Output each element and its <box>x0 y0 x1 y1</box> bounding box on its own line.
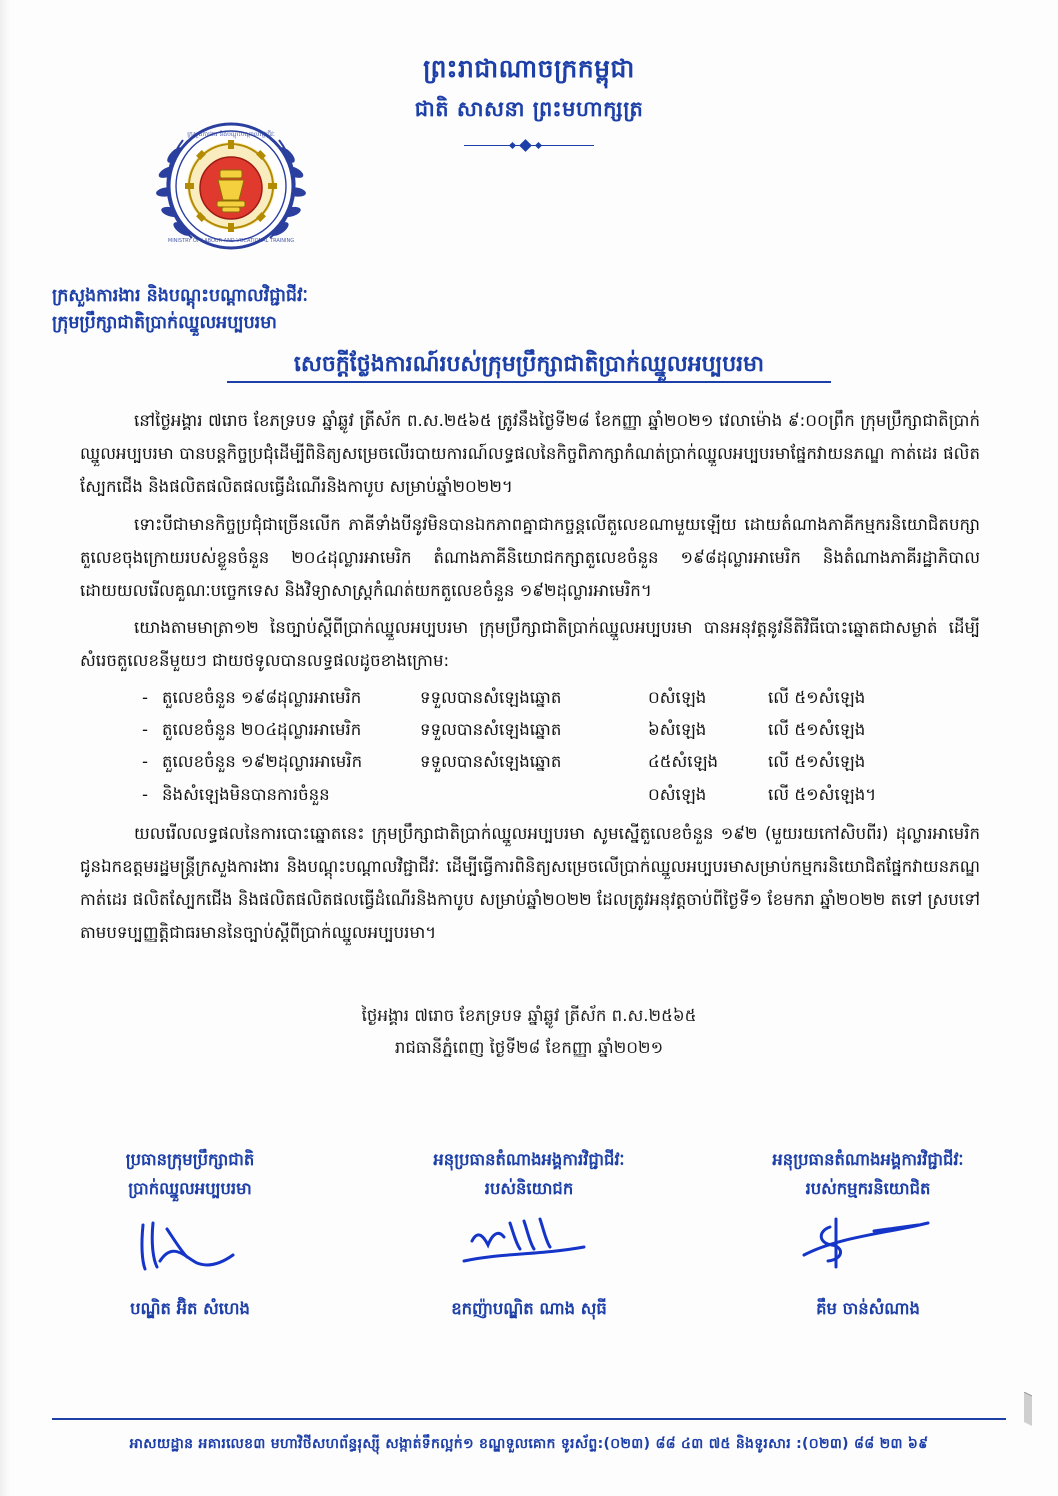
vote-total: លើ ៥១សំឡេង។ <box>768 784 877 804</box>
vote-label: ទទួលបានសំឡេងឆ្នោត <box>420 752 562 772</box>
footer-address: អាសយដ្ឋាន អគារលេខ៣ មហាវិថីសហព័ន្ធរុស្ស៊ី សង្កាត់ទឹកល្អក់១ ខណ្ឌទួលគោក ទូរស័ព្ទ:(០២៣) ៨៨ ៤៣ ៧៥ និងទូរសារ :(០២៣) ៨៨ ២៣ ៦៩ <box>129 1436 929 1452</box>
list-item <box>80 746 980 778</box>
page-title: សេចក្តីថ្លែងការណ៍របស់ក្រុមប្រឹក្សាជាតិប្រាក់ឈ្នួលអប្បបរមា <box>293 352 765 377</box>
signature-name: បណ្ឌិត អ៊ិត សំហេង <box>130 1299 250 1319</box>
list-item <box>80 682 980 714</box>
page-corner-mark-icon <box>1022 1392 1036 1426</box>
vote-amount: តួលេខចំនួន ២០៤ដុល្លារអាមេរិក <box>162 719 362 739</box>
footer-divider <box>52 1418 1006 1420</box>
signature-title-line1: អនុប្រធានតំណាងអង្គការវិជ្ជាជីវៈ <box>772 1150 964 1169</box>
svg-text:ក្រសួងការងារ និងបណ្តុះបណ្តាលវិ: ក្រសួងការងារ និងបណ្តុះបណ្តាលវិជ្ជាជីវៈ <box>187 131 275 138</box>
document-body <box>80 404 980 954</box>
scan-edge-shadow <box>0 0 10 1496</box>
title-underline <box>227 381 831 383</box>
ministry-block <box>52 283 308 337</box>
vote-total: លើ ៥១សំឡេង <box>768 719 866 739</box>
closing-paragraph: យលរើលលទ្ធផលនៃការបោះឆ្នោតនេះ ក្រុមប្រឹក្សាជាតិប្រាក់ឈ្នួលអប្បបរមា សូមស្នើតួលេខចំនួន ១៩២ (មួយរយកៅសិបពីរ) ដុល្លារអាមេរិក ជូនឯកឧត្តមរដ្ឋមន្ត្រីក្រសួងការងារ និងបណ្តុះបណ្តាលវិជ្ជាជីវៈ ដើម្បីធ្វើការពិនិត្យសម្រេចលើប្រាក់ឈ្នួលអប្បបរមាសម្រាប់កម្មករនិយោជិតផ្នែកវាយនភណ្ឌ កាត់ដេរ ផលិតស្បែកជើង និងផលិតផលិតផលធ្វើដំណើរនិងកាបូប សម្រាប់ឆ្នាំ២០២២ ដែលត្រូវអនុវត្តចាប់ពីថ្ងៃទី១ ខែមករា ឆ្នាំ២០២២ តទៅ ស្របទៅតាមបទប្បញ្ញត្តិជាធរមាននៃច្បាប់ស្តីពីប្រាក់ឈ្នួលអប្បបរមា។ <box>80 823 980 943</box>
vote-label <box>420 779 648 811</box>
paragraph-2: ទោះបីជាមានកិច្ចប្រជុំជាច្រើនលើក ភាគីទាំងបីនូវមិនបានឯកភាពគ្នាជាកច្ចន្តលើតួលេខណាមួយឡើយ ដោយតំណាងភាគីកម្មករនិយោជិតបក្សាតួលេខចុងក្រោយរបស់ខ្លួនចំនួន ២០៤ដុល្លារអាមេរិក តំណាងភាគីនិយោជកក្សាតួលេខចំនួន ១៩៨ដុល្លារអាមេរិក និងតំណាងភាគីរដ្ឋាភិបាល ដោយយលរើលគួណៈបច្ចេកទេស និងវិទ្យាសាស្ត្រកំណត់យកតួលេខចំនួន ១៩២ដុល្លារអាមេរិក។ <box>80 514 980 600</box>
ministry-name: ក្រសួងការងារ និងបណ្តុះបណ្តាលវិជ្ជាជីវៈ <box>52 286 308 306</box>
paragraph-1: នៅថ្ងៃអង្គារ ៧រោច ខែភទ្របទ ឆ្នាំឆ្លូវ ត្រីស័ក ព.ស.២៥៦៥ ត្រូវនឹងថ្ងៃទី២៨ ខែកញ្ញា ឆ្នាំ២០២១ វេលាម៉ោង ៩:០០ព្រឹក ក្រុមប្រឹក្សាជាតិប្រាក់ឈ្នួលអប្បបរមា បានបន្តកិច្ចប្រជុំដើម្បីពិនិត្យសម្រេចលើរបាយការណ៍លទ្ធផលនៃកិច្ចពិភាក្សាកំណត់ប្រាក់ឈ្នួលអប្បបរមាផ្នែកវាយនភណ្ឌ កាត់ដេរ ផលិតស្បែកជើង និងផលិតផលិតផលធ្វើដំណើរនិងកាបូប សម្រាប់ឆ្នាំ២០២២។ <box>80 411 980 497</box>
document-header <box>0 52 1058 151</box>
signature-title-line2: របស់កម្មករនិយោជិត <box>805 1178 931 1198</box>
signature-row <box>40 1146 1018 1323</box>
signature-block-worker-rep <box>718 1146 1018 1323</box>
signature-area <box>379 1203 679 1299</box>
signature-name: ឧកញ៉ាបណ្ឌិត ណាង សុធី <box>451 1299 607 1319</box>
paragraph-3: យោងតាមមាត្រា១២ នៃច្បាប់ស្តីពីប្រាក់ឈ្នួលអប្បបរមា ក្រុមប្រឹក្សាជាតិប្រាក់ឈ្នួលអប្បបរមា បានអនុវត្តនូវនីតិវិធីបោះឆ្នោតជាសម្ងាត់ ដើម្បីសំរេចតួលេខនីមួយៗ ជាយថទូលបានលទ្ធផលដូចខាងក្រោម: <box>80 618 980 671</box>
signature-area <box>718 1203 1018 1299</box>
ornament-divider-icon <box>464 141 594 151</box>
vote-count: ០សំឡេង <box>648 687 707 707</box>
council-name: ក្រុមប្រឹក្សាជាតិប្រាក់ឈ្នួលអប្បបរមា <box>52 313 277 334</box>
vote-amount: និងសំឡេងមិនបានការចំនួន <box>162 784 330 804</box>
signature-title-line2: ប្រាក់ឈ្នួលអប្បបរមា <box>128 1178 252 1198</box>
vote-total: លើ ៥១សំឡេង <box>768 752 866 772</box>
vote-amount: តួលេខចំនួន ១៩៨ដុល្លារអាមេរិក <box>162 687 362 707</box>
vote-amount: តួលេខចំនួន ១៩២ដុល្លារអាមេរិក <box>162 752 363 772</box>
signature-title-line1: ប្រធានក្រុមប្រឹក្សាជាតិ <box>125 1150 255 1169</box>
signature-title-line2: របស់និយោជក <box>484 1178 574 1198</box>
bullet-dash: - <box>142 752 148 772</box>
kingdom-title: ព្រះរាជាណាចក្រកម្ពុជា <box>423 54 635 83</box>
vote-label: ទទួលបានសំឡេងឆ្នោត <box>420 719 562 739</box>
vote-count: ០សំឡេង <box>648 784 707 804</box>
vote-count: ៤៥សំឡេង <box>648 752 719 772</box>
list-item <box>80 714 980 746</box>
bullet-dash: - <box>142 719 148 739</box>
date-line-1: ថ្ងៃអង្គារ ៧រោច ខែភទ្របទ ឆ្នាំឆ្លូវ ត្រីស័ក ព.ស.២៥៦៥ <box>361 1006 697 1025</box>
national-motto: ជាតិ សាសនា ព្រះមហាក្សត្រ <box>414 96 644 121</box>
svg-text:MINISTRY OF LABOUR AND VOCATIO: MINISTRY OF LABOUR AND VOCATIONAL TRAINING <box>167 238 295 244</box>
vote-total: លើ ៥១សំឡេង <box>768 687 866 707</box>
signature-block-employer-rep <box>379 1146 679 1323</box>
vote-label: ទទួលបានសំឡេងឆ្នោត <box>420 687 562 707</box>
bullet-dash: - <box>142 687 148 707</box>
signature-area <box>40 1203 340 1299</box>
bullet-dash: - <box>142 784 148 804</box>
date-line-2: រាជធានីភ្នំពេញ ថ្ងៃទី២៨ ខែកញ្ញា ឆ្នាំ២០២១ <box>394 1038 664 1058</box>
signature-name: គឹម ចាន់សំណាង <box>816 1299 920 1319</box>
signature-block-chairman <box>40 1146 340 1323</box>
signature-title-line1: អនុប្រធានតំណាងអង្គការវិជ្ជាជីវៈ <box>433 1150 625 1169</box>
vote-count: ៦សំឡេង <box>648 719 707 739</box>
list-item <box>80 779 980 811</box>
date-block <box>0 1000 1058 1065</box>
vote-result-list <box>80 682 980 811</box>
